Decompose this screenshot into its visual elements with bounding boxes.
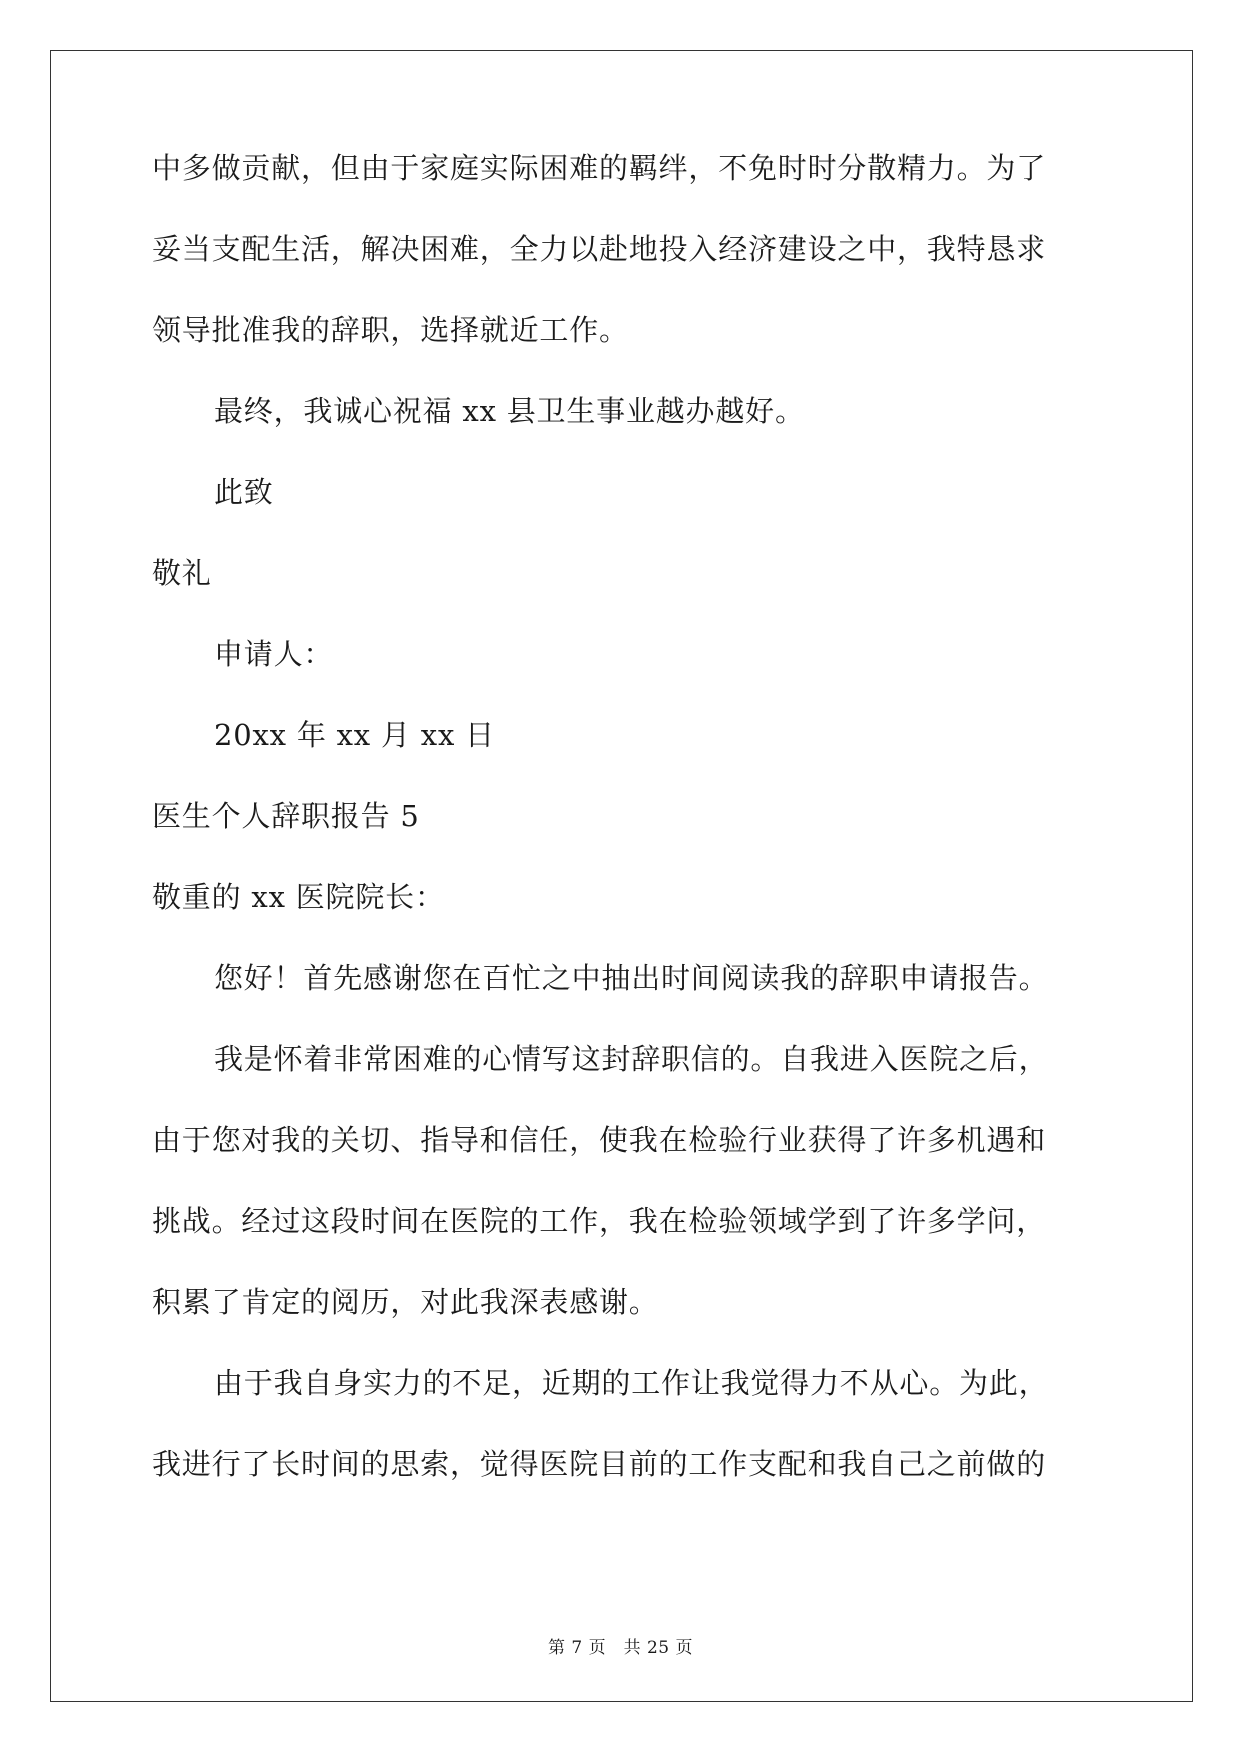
applicant-label: 申请人： [214,637,334,671]
greeting-paragraph: 您好！首先感谢您在百忙之中抽出时间阅读我的辞职申请报告。 [214,961,1049,995]
document-body [152,150,1092,1527]
body-line: 妥当支配生活，解决困难，全力以赴地投入经济建设之中，我特恳求 [152,232,1047,266]
body-line: 挑战。经过这段时间在医院的工作，我在检验领域学到了许多学问， [152,1204,1047,1238]
section-title: 医生个人辞职报告 5 [152,799,420,833]
closing-wish: 最终，我诚心祝福 xx 县卫生事业越办越好。 [214,394,805,428]
body-line: 领导批准我的辞职，选择就近工作。 [152,313,629,347]
body-line: 由于我自身实力的不足，近期的工作让我觉得力不从心。为此， [214,1366,1049,1400]
body-line: 我是怀着非常困难的心情写这封辞职信的。自我进入医院之后， [214,1042,1049,1076]
body-line: 积累了肯定的阅历，对此我深表感谢。 [152,1285,659,1319]
page-number-footer: 第 7 页 共 25 页 [547,1638,694,1658]
addressee: 敬重的 xx 医院院长： [152,880,445,914]
body-line: 由于您对我的关切、指导和信任，使我在检验行业获得了许多机遇和 [152,1123,1047,1157]
date-line: 20xx 年 xx 月 xx 日 [214,718,495,752]
body-line: 中多做贡献，但由于家庭实际困难的羁绊，不免时时分散精力。为了 [152,151,1047,185]
body-line: 我进行了长时间的思索，觉得医院目前的工作支配和我自己之前做的 [152,1447,1047,1481]
salutation-respect: 敬礼 [152,556,212,590]
salutation-closing: 此致 [214,475,274,509]
